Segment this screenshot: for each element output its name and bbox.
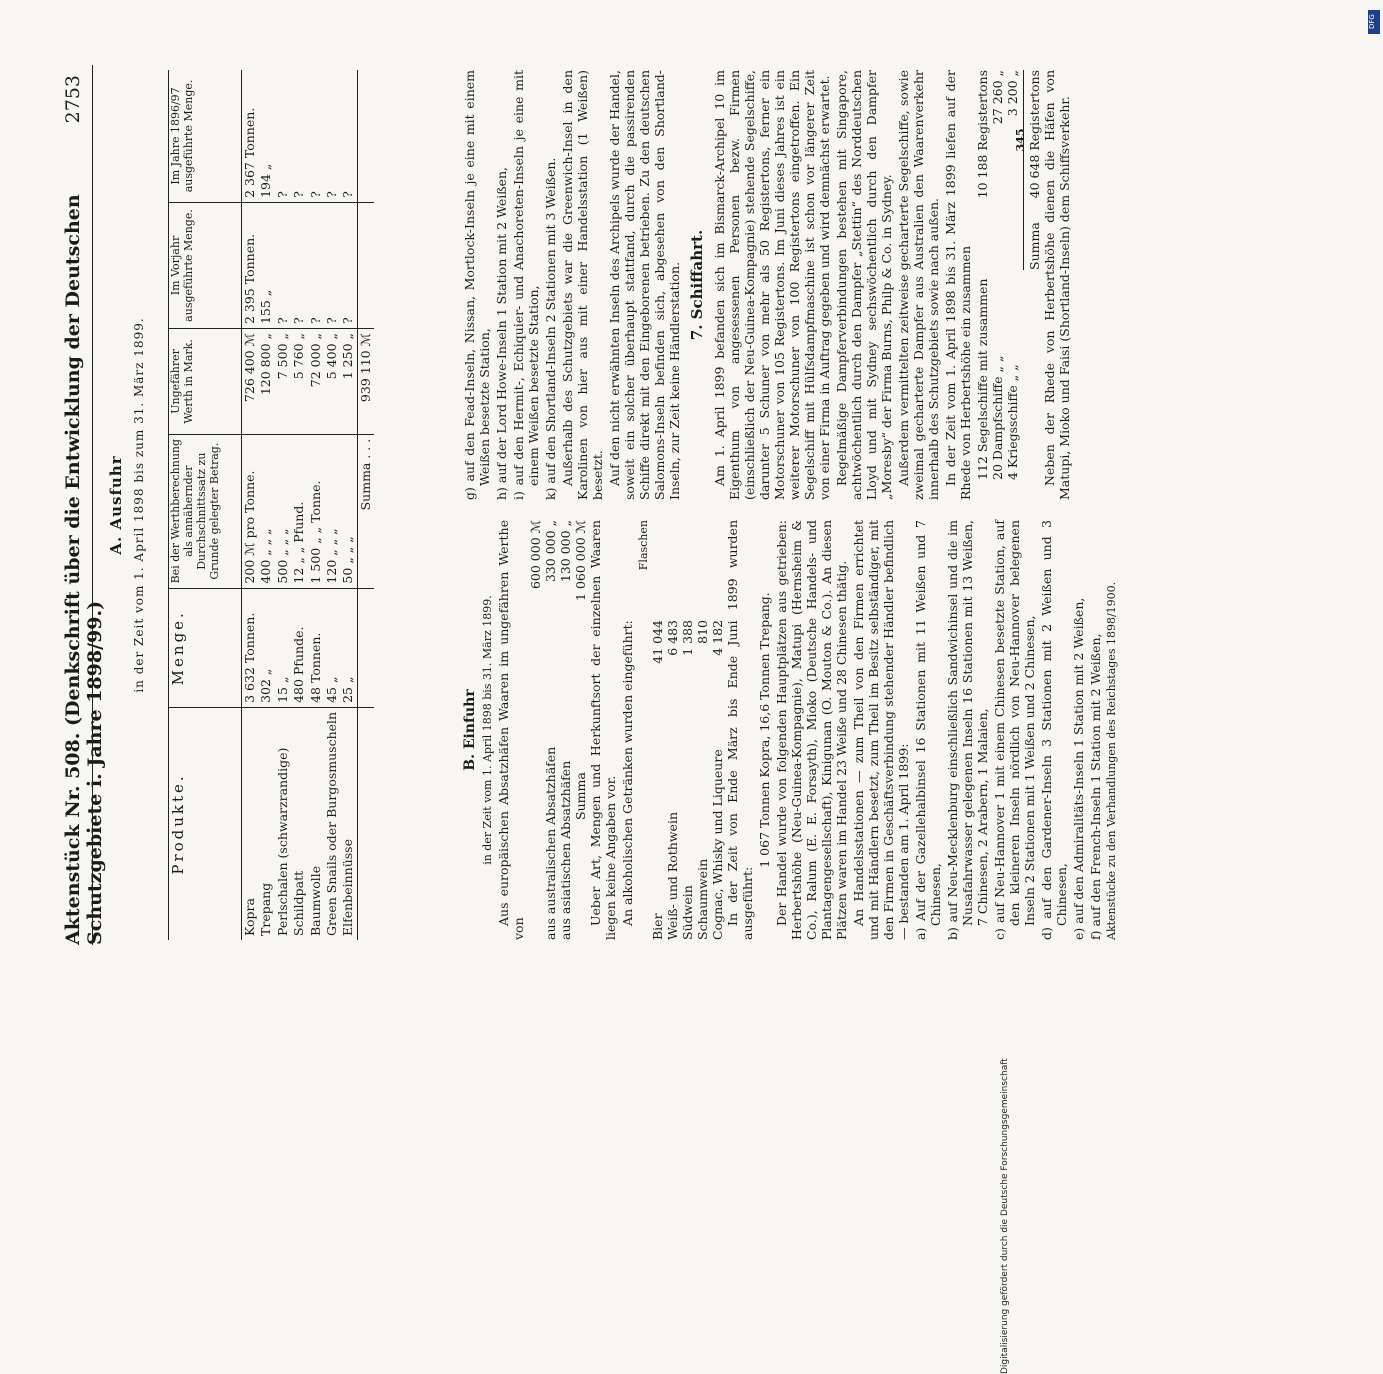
greenwich-paragraph: Außerhalb des Schutzgebiets war die Greenwich-Insel in den Karolinen von hier aus mit einer Handelsstation (1 Weißen) besetzt.	[560, 70, 605, 500]
section-a-heading	[108, 70, 146, 940]
ships-sum	[1027, 70, 1042, 500]
shipping-heading: 7. Schiffahrt.	[688, 229, 706, 341]
year-1896-cell: 2 367 Tonnen.	[242, 107, 257, 198]
drink-item-label: Cognac, Whisky und Liqueure	[710, 749, 726, 940]
prev-year-cell: ?	[275, 202, 291, 328]
table-row	[308, 70, 324, 940]
shipping-paragraph-2: Regelmäßige Dampferverbindungen bestehen mit Singapore, achtwöchentlich durch den Dampfer „Stettin“ des Norddeutschen Lloyd und mit Sydney sechswöchentlich durch den Dampfer „Moresby“ der Firma Burns, Philp & Co. in Sydney.	[834, 70, 894, 500]
rate-cell: 50 „ „ „	[340, 434, 357, 588]
drink-item-value: 1 388	[680, 620, 696, 656]
product-cell: Trepang	[258, 707, 274, 940]
year-1896-cell: ?	[307, 191, 323, 198]
list-item: c) auf Neu-Hannover 1 mit einem Chinesen besetzte Station, auf den kleineren Inseln nördlich von Neu-Hannover belegenen Inseln 2 Stationen mit 1 Weißen und 2 Chinesen,	[992, 520, 1038, 940]
import-line-label: aus asiatischen Absatzhäfen	[557, 760, 573, 940]
dfg-logo: DFG	[1368, 10, 1380, 34]
drink-item-value: 6 483	[665, 620, 681, 656]
export-period-values: 1 067 Tonnen Kopra, 16,6 Tonnen Trepang.	[757, 592, 773, 868]
trade-places: Der Handel wurde von folgenden Hauptplätzen aus getrieben: Herbertshöhe (Neu-Guinea-Kompagnie), Matupi (Hernsheim & Co.), Ralum (E. E. Forsayth), Mioko (Deutsche Handels- und Plantagengesellschaft), Kinigunan (O. Mouton & Co.). An diesen Plätzen waren im Handel 23 Weiße und 28 Chinesen thätig.	[774, 520, 850, 940]
product-cell: Green Snails oder Burgosmuscheln	[324, 707, 340, 940]
list-item: a) Auf der Gazellehalbinsel 16 Stationen mit 11 Weißen und 7 Chinesen,	[913, 520, 944, 940]
table-row	[291, 70, 307, 940]
quantity-unit: „	[323, 676, 339, 684]
prev-year-cell: 2 395 Tonnen.	[242, 202, 259, 328]
col-header-1896: Im Jahre 1896/97 ausgeführte Menge.	[169, 70, 242, 202]
rate-cell: 12 „ „ Pfund.	[291, 434, 307, 588]
year-1896-cell: ?	[340, 70, 357, 202]
shipping-paragraph-3: Außerdem vermittelten zeitweise gecharterte Segelschiffe, sowie zweimal gecharterte Dampfer aus Australien den Waarenverkehr innerhalb des Schutzgebiets sowie nach außen.	[896, 70, 941, 500]
prev-year-cell: 155 „	[258, 202, 274, 328]
drink-item	[695, 620, 710, 940]
quantity-unit: Tonnen.	[307, 632, 323, 684]
quantity-value: 48	[307, 687, 323, 703]
import-line-value: 600 000 ℳ	[527, 520, 543, 590]
column-left	[462, 520, 1120, 940]
quantity-cell	[291, 588, 307, 707]
import-sum-value: 1 060 000 ℳ	[572, 520, 588, 601]
list-item: f) auf den French-Inseln 1 Station mit 2 Weißen,	[1088, 633, 1104, 940]
rate-cell: 1 500 „ „ Tonne.	[308, 434, 324, 588]
stations-list-right	[462, 70, 558, 500]
page-header	[62, 75, 107, 945]
drink-item-label: Bier	[650, 913, 666, 940]
drink-item	[710, 620, 725, 940]
quantity-value: 3 632	[242, 667, 257, 703]
quantity-cell	[324, 588, 340, 707]
section-a-subtitle: in der Zeit vom 1. April 1898 bis zum 31. März 1899.	[131, 317, 146, 693]
column-right	[462, 70, 1072, 500]
quantity-value: 15	[274, 687, 290, 703]
quantity-value: 45	[323, 687, 339, 703]
quantity-value: 302	[258, 679, 274, 703]
year-1896-cell: ?	[323, 191, 339, 198]
drink-item-label: Schaumwein	[695, 858, 711, 940]
col-header-rate: Bei der Werthberechnung als annähernder Durchschnittssatz zu Grunde gelegter Betrag.	[169, 434, 242, 588]
year-1896-cell: ?	[274, 191, 290, 198]
drink-item-value: 810	[695, 620, 711, 644]
list-item: g) auf den Fead-Inseln, Nissan, Mortlock-Inseln je eine mit einem Weißen besetzte Station,	[462, 70, 492, 500]
import-line-label: aus australischen Absatzhäfen	[542, 746, 558, 940]
ship-item-label: 20 Dampfschiffe „ „	[990, 355, 1005, 480]
drink-item	[665, 620, 680, 940]
quantity-value: 25	[340, 687, 356, 703]
import-intro: Aus europäischen Absatzhäfen Waaren im ungefähren Werthe von	[495, 520, 526, 940]
import-sum	[573, 520, 588, 940]
value-cell: 1 250 „	[340, 329, 357, 435]
export-period-text: In der Zeit von Ende März bis Ende Juni 1899 wurden ausgeführt:	[725, 520, 756, 940]
ship-item-value: 10 188 Registertons	[975, 70, 990, 199]
list-item: d) auf den Gardener-Inseln 3 Stationen mit 2 Weißen und 3 Chinesen,	[1039, 520, 1070, 940]
ships-sum-label: Summa	[1027, 222, 1042, 270]
drinks-intro: An alkoholischen Getränken wurden eingeführt:	[619, 620, 635, 926]
value-cell: 5 400 „	[324, 329, 340, 435]
list-item: i) auf den Hermit-, Echiquier- und Anachoreten-Inseln je eine mit einem Weißen besetzte Station,	[511, 70, 541, 500]
footer-note: Aktenstücke zu den Verhandlungen des Reichstages 1898/1900.	[1105, 581, 1119, 940]
trade-stations-intro: An Handelsstationen — zum Theil von den Firmen errichtet und mit Händlern besetzt, zum Theil im Besitz selbständiger, mit den Firmen in Geschäftsverbindung stehender Händler befindlich — bestanden am 1. April 1899:	[851, 520, 912, 940]
quantity-cell	[258, 588, 274, 707]
value-cell: 72 000 „	[308, 329, 324, 435]
rate-cell: 400 „ „ „	[258, 434, 274, 588]
import-sum-label: Summa	[572, 772, 588, 820]
section-a-title: A. Ausfuhr	[107, 455, 125, 555]
digitization-credit: Digitalisierung gefördert durch die Deutsche Forschungsgemeinschaft	[1000, 1058, 1010, 1374]
drink-item-label: Weiß- und Rothwein	[665, 811, 681, 940]
ships-sum-value: 40 648 Registertons	[1027, 70, 1042, 199]
ship-item-value: 27 260 „	[990, 70, 1005, 125]
col-header-prev-year: Im Vorjahr ausgeführte Menge.	[169, 202, 242, 328]
section-b-subtitle: in der Zeit vom 1. April 1898 bis 31. März 1899.	[480, 595, 494, 865]
quantity-unit: Pfunde.	[291, 626, 307, 676]
quantity-cell	[242, 588, 259, 707]
drink-item-value: 4 182	[710, 620, 726, 656]
page-number: 2753	[62, 75, 84, 124]
product-cell: Perlschalen (schwarzrandige)	[275, 707, 291, 940]
product-cell: Schildpatt	[291, 707, 307, 940]
quantity-unit: „	[258, 668, 274, 676]
drink-item-label: Südwein	[680, 885, 696, 940]
value-cell: 120 800 „	[258, 329, 274, 435]
import-line	[558, 520, 573, 940]
prev-year-cell: ?	[291, 202, 307, 328]
col-header-quantity: Menge.	[169, 588, 242, 707]
quantity-cell	[308, 588, 324, 707]
prev-year-cell: ?	[308, 202, 324, 328]
export-sum-value: 939 110 ℳ	[357, 329, 374, 435]
shipping-paragraph-1: Am 1. April 1899 befanden sich im Bismarck-Archipel 10 im Eigenthum von angesessenen Personen bezw. Firmen (einschließlich der Neu-Guinea-Kompagnie) stehende Segelschiffe, darunter 5 Schuner von mehr als 50 Registertons, ferner ein Motorschuner von 105 Registertons. Im Juni dieses Jahres ist ein weiterer Motorschuner von 100 Registertons eingetroffen. Ein Segelschiff mit Hülfsdampfmaschine ist schon vor längerer Zeit von einer Firma in Auftrag gegeben und wird demnächst erwartet.	[712, 70, 832, 500]
shipping-paragraph-4: In der Zeit vom 1. April 1898 bis 31. März 1899 liefen auf der Rhede von Herbertshöhe ein zusammen	[943, 70, 973, 500]
rate-cell: 120 „ „ „	[324, 434, 340, 588]
import-line	[543, 520, 558, 940]
rate-cell: 200 ℳ pro Tonne.	[242, 434, 259, 588]
quantity-unit: „	[340, 676, 356, 684]
import-line-value: 130 000 „	[557, 520, 573, 583]
page-mark: 345	[1014, 128, 1027, 152]
quantity-value: 480	[291, 679, 307, 703]
table-row	[242, 70, 259, 940]
header-rule	[92, 65, 93, 945]
quantity-unit: Tonnen.	[242, 612, 257, 664]
value-cell: 5 760 „	[291, 329, 307, 435]
export-table	[168, 70, 374, 940]
drinks-unit: Flaschen	[636, 520, 650, 571]
import-lines	[528, 520, 573, 940]
export-sum-label: Summa . . .	[357, 434, 374, 588]
year-1896-cell: 194 „	[258, 163, 274, 198]
product-cell: Baumwolle	[308, 707, 324, 940]
harbors-paragraph: Neben der Rhede von Herbertshöhe dienen die Häfen von Matupi, Mioko und Faisi (Shortland-Inseln) dem Schiffsverkehr.	[1042, 70, 1072, 500]
rate-cell: 500 „ „ „	[275, 434, 291, 588]
year-1896-cell: ?	[291, 191, 307, 198]
ship-item	[975, 70, 990, 480]
list-item: e) auf den Admiralitäts-Inseln 1 Station mit 2 Weißen,	[1071, 597, 1087, 940]
ship-item-label: 4 Kriegsschiffe „ „	[1005, 364, 1020, 480]
list-item: h) auf der Lord Howe-Inseln 1 Station mit 2 Weißen,	[494, 166, 509, 500]
list-item: b) auf Neu-Mecklenburg einschließlich Sandwichinsel und die im Nusafahrwasser gelegenen Inseln 16 Stationen mit 13 Weißen, 7 Chinesen, 2 Arabern, 1 Malaien,	[945, 520, 991, 940]
import-line	[528, 520, 543, 940]
quantity-unit: „	[274, 676, 290, 684]
table-row	[324, 70, 340, 940]
ship-item-label: 112 Segelschiffe mit zusammen	[975, 278, 990, 480]
table-row	[258, 70, 274, 940]
document-title: Aktenstück Nr. 508. (Denkschrift über die Entwicklung der Deutschen Schutzgebiete i. Jahre 1898/99.)	[62, 194, 107, 945]
quantity-cell	[275, 588, 291, 707]
drink-item-value: 41 044	[650, 620, 666, 664]
import-note: Ueber Art, Mengen und Herkunftsort der einzelnen Waaren liegen keine Angaben vor.	[587, 520, 618, 940]
prev-year-cell: ?	[324, 202, 340, 328]
drinks-list	[650, 520, 725, 940]
drink-item	[680, 620, 695, 940]
table-row	[340, 70, 357, 940]
product-cell: Elfenbeinnüsse	[340, 707, 357, 940]
table-row	[275, 70, 291, 940]
import-line-value: 330 000 „	[542, 520, 558, 583]
list-item: k) auf den Shortland-Inseln 2 Stationen mit 3 Weißen.	[543, 157, 558, 500]
drink-item	[650, 620, 665, 940]
col-header-products: Produkte.	[169, 707, 242, 940]
archipelago-paragraph: Auf den nicht erwähnten Inseln des Archipels wurde der Handel, soweit ein solcher überhaupt stattfand, durch die passirenden Schiffe direkt mit den Eingeborenen betrieben. Zu den deutschen Salomons-Inseln befinden sich, abgesehen von den Shortland-Inseln, zur Zeit keine Händlerstation.	[607, 70, 682, 500]
value-cell: 7 500 „	[275, 329, 291, 435]
col-header-value: Ungefährer Werth in Mark.	[169, 329, 242, 435]
ship-item-value: 3 200 „	[1005, 70, 1020, 117]
prev-year-cell: ?	[340, 202, 357, 328]
product-cell: Kopra	[242, 707, 259, 940]
quantity-cell	[340, 588, 357, 707]
value-cell: 726 400 ℳ	[242, 329, 259, 435]
section-b-title: B. Einfuhr	[462, 689, 478, 771]
